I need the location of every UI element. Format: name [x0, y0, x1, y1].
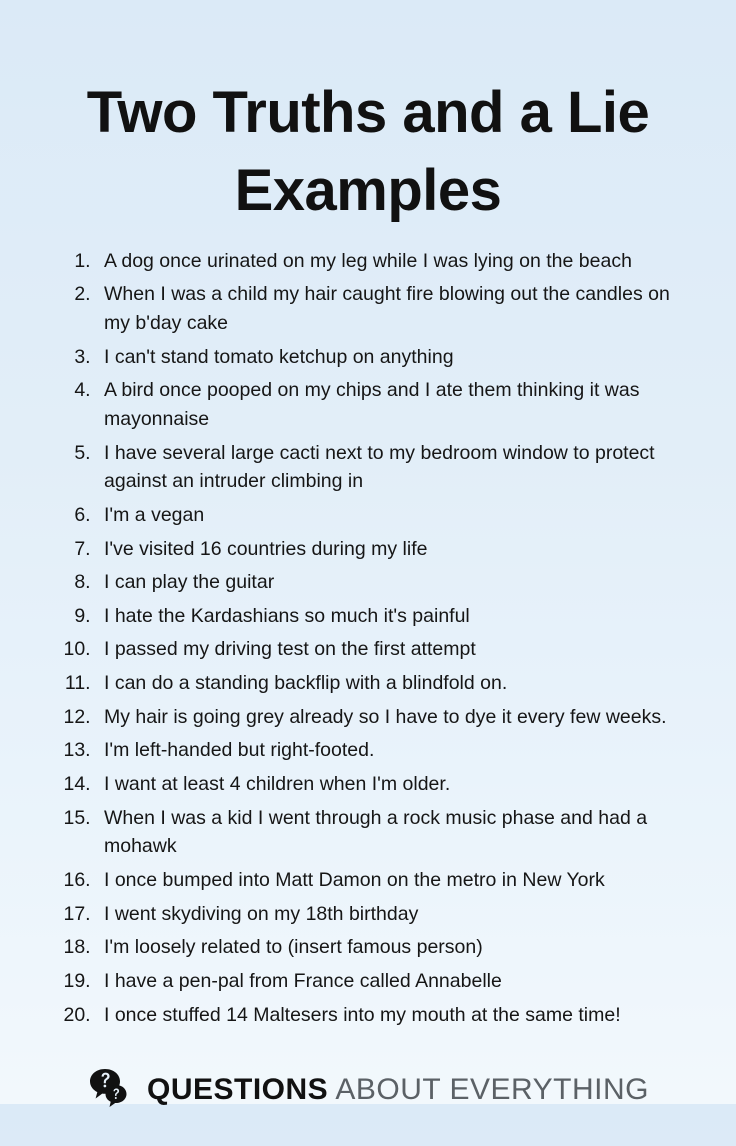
- examples-list: [46, 247, 694, 1030]
- list-item: 3. I can't stand tomato ketchup on anything: [96, 343, 694, 372]
- page-title: Two Truths and a Lie Examples: [86, 80, 650, 224]
- list-item: 9. I hate the Kardashians so much it's painful: [96, 602, 694, 631]
- list-item: 17. I went skydiving on my 18th birthday: [96, 900, 694, 929]
- list-item: 19. I have a pen-pal from France called Annabelle: [96, 967, 694, 996]
- list-item: 12. My hair is going grey already so I have to dye it every few weeks.: [96, 703, 694, 732]
- list-item: 10. I passed my driving test on the first attempt: [96, 635, 694, 664]
- examples-list-container: [0, 231, 736, 1035]
- list-item: 5. I have several large cacti next to my bedroom window to protect against an intruder climbing in: [96, 439, 694, 496]
- list-item: 13. I'm left-handed but right-footed.: [96, 736, 694, 765]
- list-item: 16. I once bumped into Matt Damon on the metro in New York: [96, 866, 694, 895]
- list-item: 1. A dog once urinated on my leg while I was lying on the beach: [96, 247, 694, 276]
- list-item: 20. I once stuffed 14 Maltesers into my mouth at the same time!: [96, 1001, 694, 1030]
- list-item: 2. When I was a child my hair caught fire blowing out the candles on my b'day cake: [96, 280, 694, 337]
- list-item: 8. I can play the guitar: [96, 568, 694, 597]
- brand-name-primary: QUESTIONS: [146, 1073, 329, 1107]
- list-item: 11. I can do a standing backflip with a blindfold on.: [96, 669, 694, 698]
- list-item: 15. When I was a kid I went through a rock music phase and had a mohawk: [96, 804, 694, 861]
- list-item: 14. I want at least 4 children when I'm older.: [96, 770, 694, 799]
- brand-footer: [0, 1034, 736, 1146]
- list-item: 18. I'm loosely related to (insert famous person): [96, 933, 694, 962]
- list-item: 4. A bird once pooped on my chips and I ate them thinking it was mayonnaise: [96, 376, 694, 433]
- list-item: 6. I'm a vegan: [96, 501, 694, 530]
- brand-wordmark: [147, 1073, 649, 1107]
- brand-name-secondary: ABOUT EVERYTHING: [328, 1073, 649, 1107]
- list-item: 7. I've visited 16 countries during my life: [96, 535, 694, 564]
- question-mark-speech-bubble-icon: [87, 1066, 135, 1114]
